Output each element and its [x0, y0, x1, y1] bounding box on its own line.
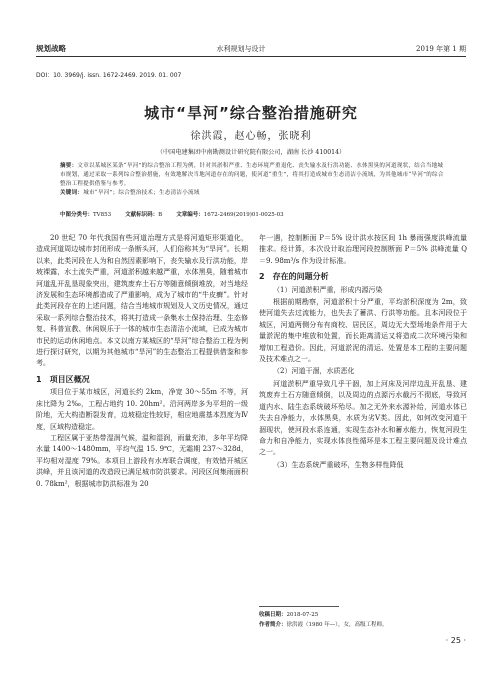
right-column: [259, 233, 467, 472]
author-note: 徐洪霞（1980 年—），女，高级工程师。: [286, 622, 388, 628]
clc-label: 中图分类号：: [60, 212, 94, 218]
page-number: · 25 ·: [445, 636, 466, 645]
abstract-text: 文章以某城区某条“旱河”的综合整治工程为例，针对其淤积严重、生态环境严重退化、丧失输水及行洪功能、水体黑臭的河道现状，结合当地城市规划，通过采取一系列综合整治措施，有效地解决当地河道存在的问题，使河道“重生”，将其打造成城市生态清洁小流域，为其他城市“旱河”的综合整治工程提供借鉴与参考。: [60, 163, 444, 187]
authors: 徐洪霞，赵心畅，张晓利: [190, 131, 312, 142]
journal-name: 水利规划与设计: [216, 45, 266, 53]
abstract: [60, 162, 444, 198]
received-date: 2018-07-25: [286, 612, 319, 618]
section-2-heading: 2 存在的问题分析: [259, 272, 329, 282]
articleno-label: 文章编号：: [176, 212, 204, 218]
classification-row: [60, 210, 444, 218]
footnote-rule: [259, 606, 339, 607]
running-header: [36, 40, 466, 54]
keywords: 城市“旱河”；综合整治技术；生态清洁小流域: [83, 190, 200, 196]
clc: TV853: [93, 212, 112, 218]
subsection-2-heading: （2）河道干涸，水质恶化: [273, 367, 355, 376]
subsection-1-text: 根据前期勘察，河道淤积十分严重，平均淤积深度为 2m，致使河道失去过流能力，也失去了蓄洪、行洪等功能。且本河段位于城区，河道两侧分布有商校、居民区，周边无大型场地条件用于大量淤泥的集中堆放和处置，而长距离清运又将造成二次环境污染和增加工程造价。因此，河道淤泥的清运、处置是本工程的主要问题及技术难点之一。: [259, 298, 467, 364]
affiliation: （中国电建集团中南勘测设计研究院有限公司，湖南 长沙 410014）: [156, 149, 346, 156]
subsection-1-heading: （1）河道淤积严重，形成内源污染: [273, 285, 383, 294]
header-rule: [36, 56, 466, 57]
section-1-heading: 1 项目区概况: [36, 374, 90, 384]
keywords-label: 关键词：: [60, 190, 84, 196]
article-title: 城市“旱河”综合整治措施研究: [144, 104, 358, 122]
subsection-3-heading: （3）生态系统严重破坏，生物多样性降低: [273, 460, 404, 469]
doccode: B: [158, 212, 163, 218]
footnote-received: [259, 610, 318, 618]
doi: DOI：10. 3969/j. issn. 1672-2469. 2019. 01. 007: [36, 72, 182, 79]
issue-label: 2019 年第 1 期: [416, 45, 466, 53]
abstract-label: 摘要：: [60, 163, 78, 169]
doccode-label: 文献标识码：: [125, 212, 159, 218]
received-label: 收稿日期：: [259, 612, 287, 618]
section-1-paragraph-2: 工程区属于亚热带湿润气候，温和湿润，雨量充沛，多年平均降水量 1400～1480mm，平均气温 15. 9℃，无霜期 237～328d，平均相对湿度 79%。本项目上游段有水库联合调度，有效错开城区洪峰，并且该河道的改造段已满足城市防洪要求。河段区间集雨面积 0. 78km²，根据城市防洪标准为 20: [36, 433, 248, 488]
column-name: 规划战略: [36, 44, 66, 53]
footnote-author: [259, 620, 388, 628]
continued-paragraph: 年一遇，控制断面 P＝5% 设计洪水按区间 1h 暴雨强度洪峰流量推求。经计算，本次设计取治理河段控制断面 P＝5% 洪峰流量 Q＝9. 98m³/s 作为设计标准。: [259, 234, 467, 265]
intro-paragraph: 20 世纪 70 年代我国有些河道治理方式是将河道矩形渠道化，造成河道周边城市封闭形成一条断头河，人们俗称其为“旱河”。长期以来，此类河段在人为和自然因素影响下，丧失输水及行洪功能，岸坡裸露，水土流失严重，河道淤积越来越严重，水体黑臭，随着城市河道乱开乱垦现象突出，建筑废弃土石方等随意倾倒堆放，对当地经济发展和生态环境都造成了严重影响，成为了城市的“牛皮癣”。针对此类河段存在的上述问题，结合当地城市规划及人文历史情况，通过采取一系列综合整治技术，将其打造成一条集水土保持治理、生态修复、科普宣教、休闲娱乐于一体的城市生态清洁小流域，已成为城市市民的运动休闲地点。本文以南方某城区的“旱河”综合整治工程为例进行探讨研究，以期为其他城市“旱河”的生态整治工程提供借鉴和参考。: [36, 234, 248, 368]
section-1-paragraph-1: 项目位于某市城区，河道长约 2km，净宽 30～55m 不等，河床比降为 2‰，工程占地约 10. 20hm²。沿河两岸多为平坦的一级阶地，无大构造断裂发育，边坡稳定性较好，相应地震基本烈度为Ⅳ度，区域构造稳定。: [36, 388, 248, 431]
articleno: 1672-2469(2019)01-0025-03: [203, 212, 284, 218]
author-note-label: 作者简介：: [259, 622, 287, 628]
subsection-2-text: 河道淤积严重导致几乎干涸，加上河床及河岸边乱开乱垦、建筑废弃土石方随意倾倒，以及周边的点源污水截污不彻底，导致河道内水、陆生态系统破坏殆尽。加之无外来水源补给，河道水体已失去自净能力，水体黑臭，水质为劣Ⅴ类。因此，如何改变河道干涸现状，使河段水系连通，实现生态补水和蓄水能力，恢复河段生命力和自净能力，实现水体良性循环是本工程主要问题及设计难点之一。: [259, 379, 467, 457]
left-column: [36, 233, 248, 490]
